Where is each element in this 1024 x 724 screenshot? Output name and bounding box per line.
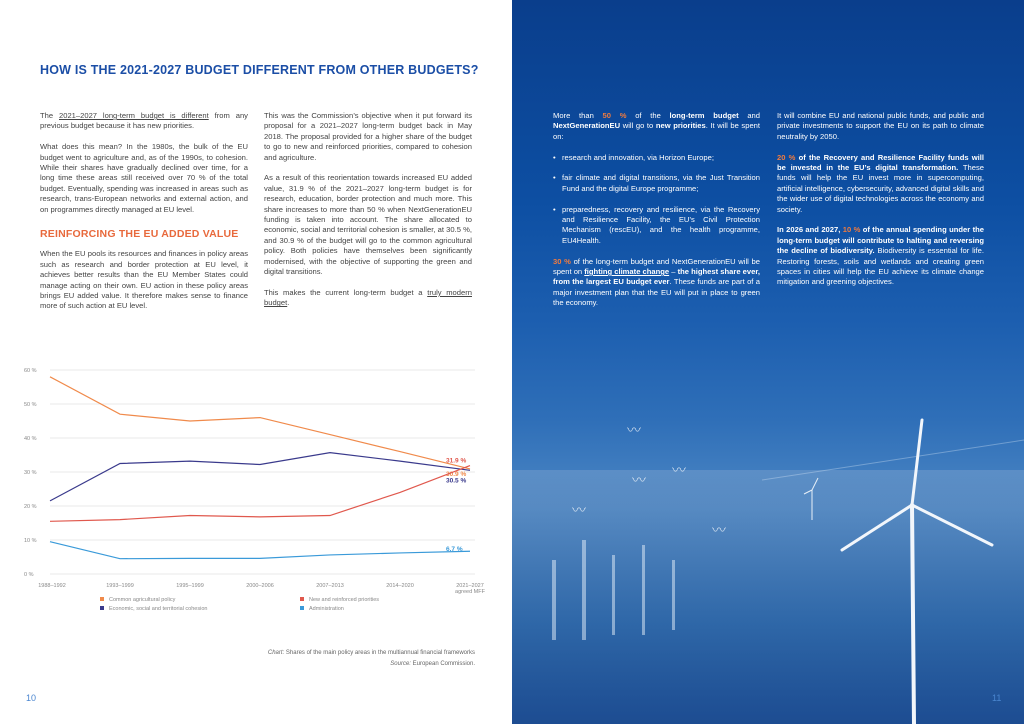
series-line: [50, 453, 470, 501]
neutrality-paragraph: It will combine EU and national public funds, and public and private investments to support the EU on its path to climate neutrality by 2050.: [777, 111, 984, 141]
wind-turbine-scene: [512, 0, 1024, 724]
history-paragraph: What does this mean? In the 1980s, the bulk of the EU budget went to agriculture and, as of the 1990s, to cohesion. While their shares have gradually declined over time, for a long time these areas still received over 70 % of the total budget. Eventually, spending was increased in areas such as research, trans-European networks and external action, and on programmes directly managed at EU level.: [40, 142, 248, 214]
data-label: 31.9 %: [446, 457, 467, 465]
x-tick-label: 1988–1992: [38, 583, 66, 589]
y-tick-label: 40 %: [24, 436, 37, 442]
series-line: [50, 377, 470, 469]
intro-paragraph: The 2021–2027 long-term budget is different from any previous budget because it has new priorities.: [40, 111, 248, 131]
objective-paragraph: This was the Commission’s objective when it put forward its proposal for a 2021–2027 long-term budget back in May 2018. The proposal provided for a higher share of the budget to go to new and reinforced priorities, compared to cohesion and agriculture.: [264, 111, 472, 162]
modern-budget-link[interactable]: truly modern budget: [264, 287, 472, 308]
legend-label: New and reinforced priorities: [309, 597, 380, 603]
new-priorities-paragraph: More than 50 % of the long-term budget and NextGenerationEU will go to new priorities. It will be spent on:: [553, 111, 761, 141]
x-tick-label: 1993–1999: [106, 583, 134, 589]
x-tick-label: agreed MFF: [455, 589, 485, 595]
right-page: [512, 0, 1024, 724]
text-column-4: [777, 111, 984, 298]
budget-difference-link[interactable]: 2021–2027 long-term budget is different: [59, 111, 209, 120]
chart-source: Source: European Commission.: [390, 661, 475, 667]
seagull-icon: 〰: [712, 522, 726, 538]
text-column-2: [264, 111, 472, 319]
list-item: • fair climate and digital transitions, via the Just Transition Fund and the digital Europe programme;: [553, 173, 760, 194]
legend-swatch: [100, 597, 104, 601]
chart-caption: Chart: Shares of the main policy areas in the multiannual financial frameworks: [267, 650, 475, 656]
legend-label: Economic, social and territorial cohesion: [109, 606, 208, 612]
legend-swatch: [300, 597, 304, 601]
y-tick-label: 0 %: [24, 572, 34, 578]
legend-swatch: [100, 606, 104, 610]
y-tick-label: 50 %: [24, 402, 37, 408]
biodiversity-paragraph: In 2026 and 2027, 10 % of the annual spending under the long-term budget will contribute to halting and reversing the decline of biodiversity. Biodiversity is essential for life. Restoring forests, soils and wetlands and creating green spaces in cities will help the EU achieve its climate change mitigation and greening objectives.: [777, 225, 984, 287]
distant-turbine-icon: [804, 478, 818, 520]
added-value-paragraph: When the EU pools its resources and finances in policy areas such as research and border protection at EU level, it achieves better results than the EU Member States could manage acting on their own. EU action in these policy areas brings EU added value. It therefore makes sense to finance more of such action at EU level.: [40, 249, 248, 311]
subheading-added-value: REINFORCING THE EU ADDED VALUE: [40, 228, 239, 241]
seagull-icon: 〰: [632, 472, 646, 488]
seagull-icon: 〰: [572, 502, 586, 518]
seagull-icon: 〰: [672, 462, 686, 478]
legend-label: Common agricultural policy: [109, 597, 176, 603]
page-number-left: 10: [26, 693, 37, 703]
seagull-icon: 〰: [627, 422, 641, 438]
text-column-3: [553, 111, 760, 319]
page-number-right: 11: [992, 693, 1002, 703]
policy-shares-chart: [20, 360, 500, 620]
reorientation-paragraph: As a result of this reorientation towards increased EU added value, 31.9 % of the 2021–2027 long-term budget is for research, education, border protection and much more. This share increases to more than 50 % when NextGenerationEU funding is taken into account. The share allocated to economic, social and territorial cohesion is smaller, at 30.5 %, and 30.9 % of the budget will go to the common agricultural policy. Both policies have themselves been significantly modernised, with the objective of supporting the green and digital transitions.: [264, 173, 472, 277]
pier-posts: [552, 540, 675, 640]
y-tick-label: 30 %: [24, 470, 37, 476]
climate-paragraph: 30 % of the long-term budget and NextGenerationEU will be spent on fighting climate change – the highest share ever, from the largest EU budget ever. These funds are part of a major investment plan that the EU will put in place to green the economy.: [553, 256, 760, 308]
list-item: • research and innovation, via Horizon Europe;: [553, 153, 760, 163]
data-label: 30.5 %: [446, 477, 467, 485]
modern-budget-paragraph: This makes the current long-term budget a truly modern budget.: [264, 287, 472, 308]
digital-paragraph: 20 % of the Recovery and Resilience Facility funds will be invested in the EU’s digital transformation. These funds will help the EU invest more in supercomputing, artificial intelligence, cybersecurity, advanced digital skills and the wider use of digital technologies across the economy and society.: [777, 152, 984, 214]
page-title: HOW IS THE 2021-2027 BUDGET DIFFERENT FROM OTHER BUDGETS?: [40, 63, 479, 77]
list-item: • preparedness, recovery and resilience, via the Recovery and Resilience Facility, the EU’s Civil Protection Mechanism (rescEU), and the health programme, EU4Health.: [553, 205, 760, 247]
y-tick-label: 10 %: [24, 538, 37, 544]
x-tick-label: 2000–2006: [246, 583, 274, 589]
x-tick-label: 2021–2027: [456, 583, 484, 589]
data-label: 30.9 %: [446, 470, 467, 478]
y-tick-label: 60 %: [24, 368, 37, 374]
series-line: [50, 542, 470, 559]
legend-label: Administration: [309, 606, 344, 612]
text-column-1: [40, 111, 248, 322]
wind-turbine-icon: [842, 420, 992, 724]
series-line: [50, 466, 470, 522]
legend-swatch: [300, 606, 304, 610]
x-tick-label: 1995–1999: [176, 583, 204, 589]
x-tick-label: 2007–2013: [316, 583, 344, 589]
y-tick-label: 20 %: [24, 504, 37, 510]
climate-change-link[interactable]: fighting climate change: [584, 267, 670, 277]
x-tick-label: 2014–2020: [386, 583, 414, 589]
priorities-list: [553, 153, 760, 247]
data-label: 6.7 %: [446, 546, 463, 554]
